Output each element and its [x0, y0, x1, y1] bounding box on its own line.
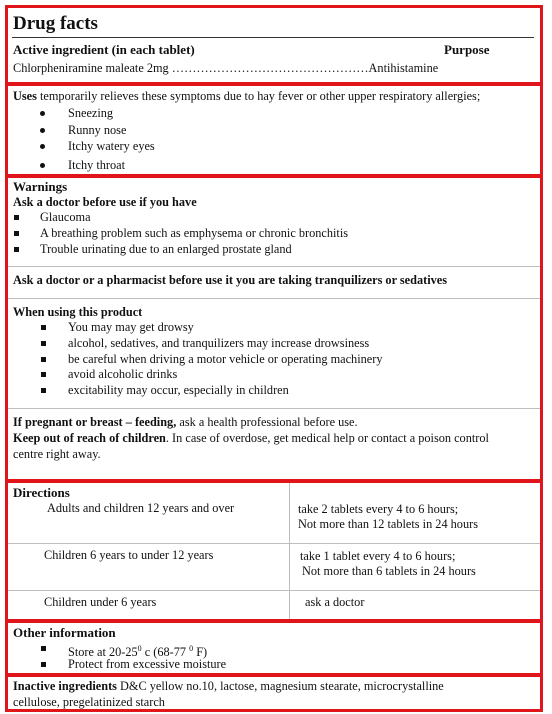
- bullet-icon: [41, 662, 46, 667]
- uses-label: Uses: [13, 89, 37, 103]
- active-ingredient-line: Chlorpheniramine maleate 2mg …………………………………………Antihistamine: [13, 61, 439, 75]
- directions-dose: take 1 tablet every 4 to 6 hours;: [300, 549, 456, 563]
- inactive-ingredients-text: [13, 679, 444, 694]
- uses-description: temporarily relieves these symptoms due to hay fever or other upper respiratory allergies;: [36, 89, 481, 103]
- inactive-ingredients-continued: cellulose, pregelatinized starch: [13, 695, 165, 709]
- list-item: Protect from excessive moisture: [68, 657, 227, 671]
- list-item: Runny nose: [68, 123, 127, 137]
- ask-doctor-heading: Ask a doctor before use if you have: [13, 195, 197, 209]
- warnings-divider: [8, 408, 540, 409]
- directions-dose: take 2 tablets every 4 to 6 hours;: [298, 502, 459, 516]
- directions-who: Children under 6 years: [44, 595, 157, 609]
- directions-column-divider: [289, 483, 290, 619]
- storage-text-mid: c (68-77: [141, 645, 190, 660]
- degree-superscript: 0: [189, 644, 194, 653]
- directions-who: Adults and children 12 years and over: [47, 501, 235, 515]
- list-item: Trouble urinating due to an enlarged prostate gland: [40, 242, 292, 256]
- drug-facts-title: Drug facts: [13, 13, 98, 34]
- keep-out-bold: Keep out of reach of children: [13, 431, 166, 445]
- degree-superscript: 0: [137, 644, 142, 653]
- bullet-icon: [40, 144, 45, 149]
- pregnant-text: [13, 415, 358, 430]
- directions-dose-limit: Not more than 12 tablets in 24 hours: [298, 517, 478, 531]
- title-rule: [12, 37, 534, 38]
- storage-text-end: F): [193, 645, 208, 660]
- list-item: Itchy watery eyes: [68, 139, 155, 153]
- list-item: Glaucoma: [40, 210, 91, 224]
- list-item: Itchy throat: [68, 158, 126, 172]
- bullet-icon: [41, 646, 46, 651]
- bullet-icon: [41, 372, 46, 377]
- bullet-icon: [40, 128, 45, 133]
- warnings-divider: [8, 298, 540, 299]
- inactive-ingredients-label: Inactive ingredients: [13, 679, 117, 693]
- bullet-icon: [41, 325, 46, 330]
- purpose-heading: Purpose: [444, 42, 490, 57]
- warnings-title: Warnings: [13, 179, 68, 194]
- bullet-icon: [14, 247, 19, 252]
- pregnant-description: ask a health professional before use.: [176, 415, 358, 429]
- bullet-icon: [41, 341, 46, 346]
- when-using-heading: When using this product: [13, 305, 143, 319]
- bullet-icon: [41, 388, 46, 393]
- bullet-icon: [14, 231, 19, 236]
- pregnant-bold: If pregnant or breast – feeding,: [13, 415, 177, 429]
- directions-row-divider: [8, 590, 540, 591]
- other-information-title: Other information: [13, 625, 116, 640]
- warnings-divider: [8, 266, 540, 267]
- list-item: A breathing problem such as emphysema or chronic bronchitis: [40, 226, 349, 240]
- directions-title: Directions: [13, 485, 70, 500]
- list-item: Sneezing: [68, 106, 114, 120]
- list-item: You may may get drowsy: [68, 320, 194, 334]
- keep-out-text: [13, 431, 489, 446]
- list-item: avoid alcoholic drinks: [68, 367, 178, 381]
- bullet-icon: [41, 357, 46, 362]
- keep-out-description: . In case of overdose, get medical help or contact a poison control: [165, 431, 489, 445]
- directions-who: Children 6 years to under 12 years: [44, 548, 214, 562]
- directions-dose: ask a doctor: [305, 595, 365, 609]
- list-item: excitability may occur, especially in children: [68, 383, 289, 397]
- list-item: be careful when driving a motor vehicle or operating machinery: [68, 352, 383, 366]
- directions-row-divider: [8, 543, 540, 544]
- keep-out-text-continued: centre right away.: [13, 447, 101, 461]
- inactive-ingredients-list: D&C yellow no.10, lactose, magnesium stearate, microcrystalline: [116, 679, 444, 693]
- storage-text: Store at 20-25: [68, 645, 138, 660]
- ask-pharmacist-text: Ask a doctor or a pharmacist before use it you are taking tranquilizers or sedatives: [13, 273, 448, 287]
- bullet-icon: [40, 111, 45, 116]
- active-ingredient-heading: Active ingredient (in each tablet): [13, 42, 195, 57]
- uses-text: [13, 89, 480, 104]
- bullet-icon: [40, 163, 45, 168]
- directions-dose-limit: Not more than 6 tablets in 24 hours: [302, 564, 476, 578]
- list-item: alcohol, sedatives, and tranquilizers may increase drowsiness: [68, 336, 370, 350]
- bullet-icon: [14, 215, 19, 220]
